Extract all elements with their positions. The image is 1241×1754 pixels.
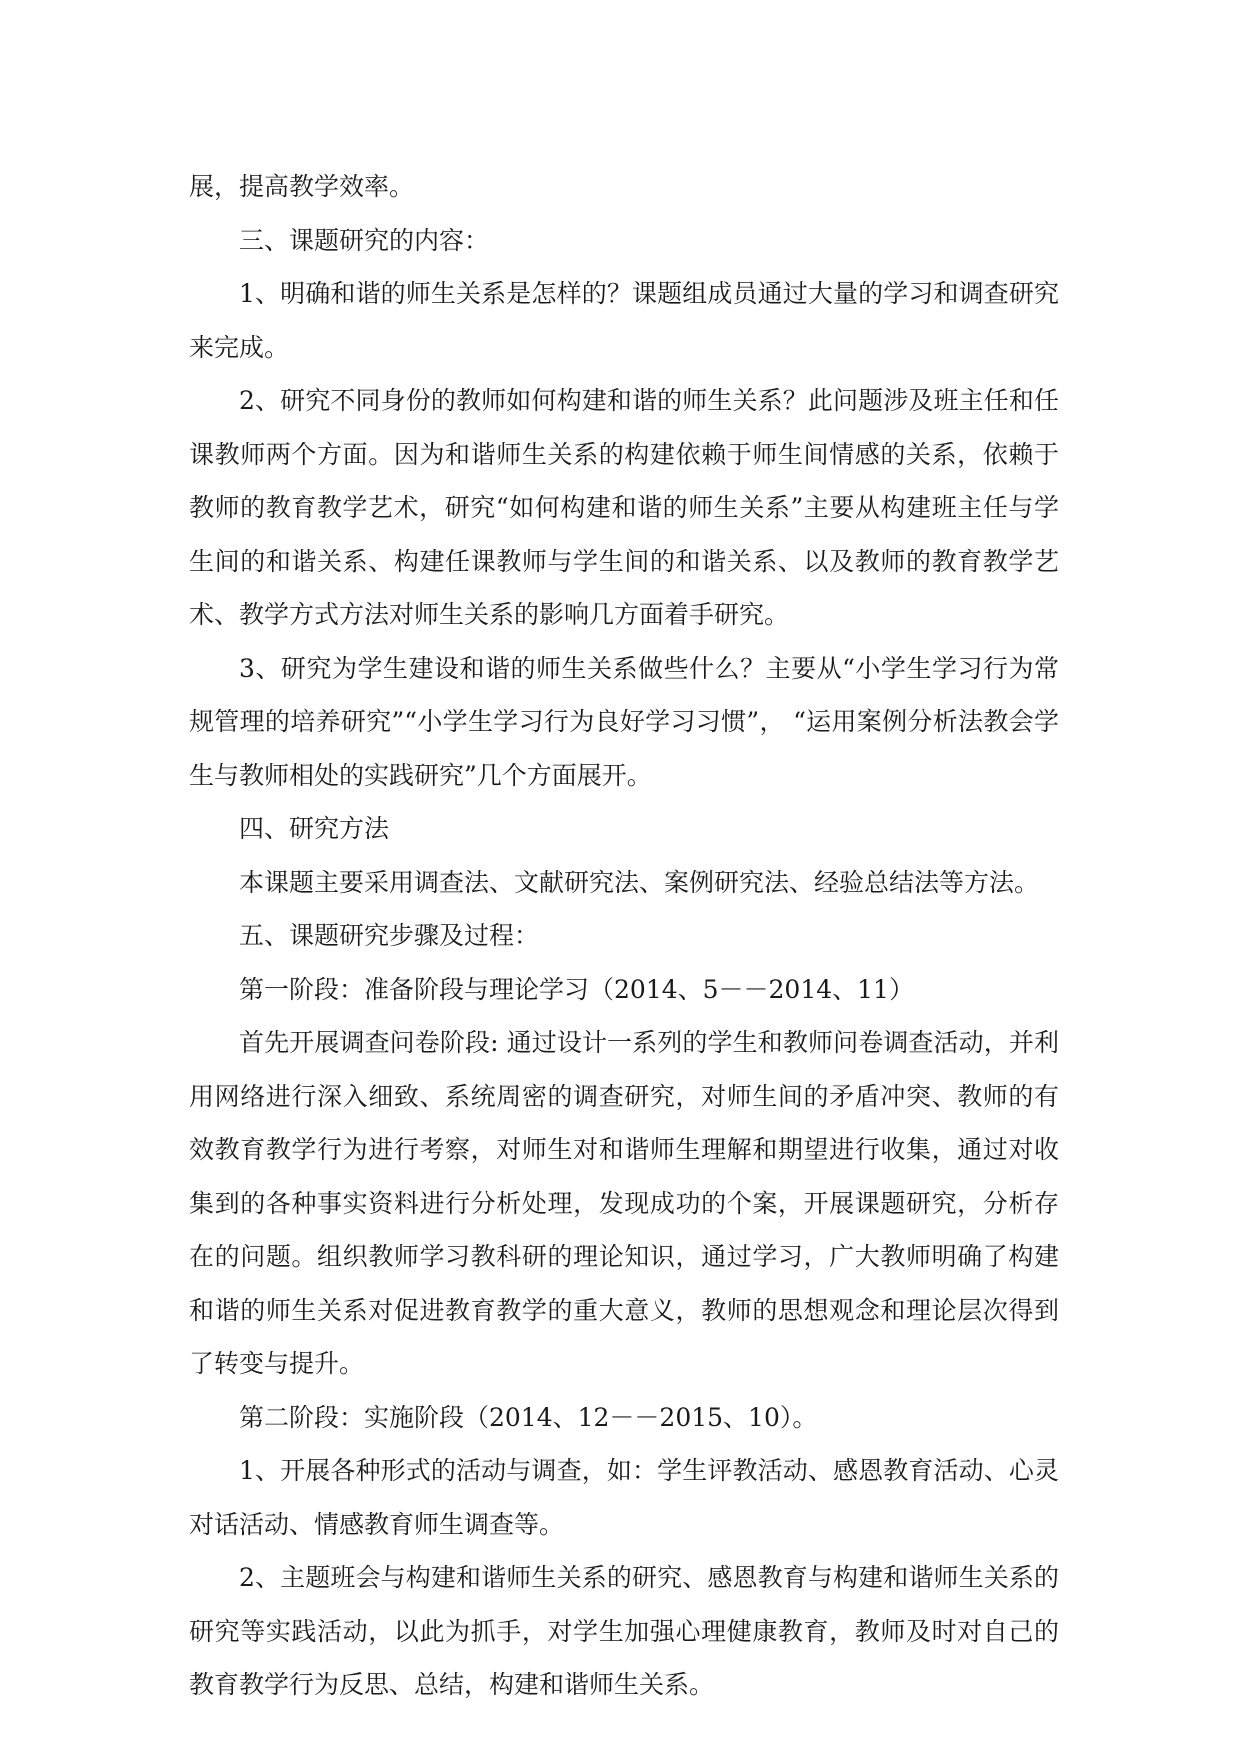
section-heading-research-steps: 五、课题研究步骤及过程： xyxy=(239,921,540,950)
paragraph-stage-two-item-1: 1、开展各种形式的活动与调查，如：学生评教活动、感恩教育活动、心灵对话活动、情感教育师生调查等。 xyxy=(189,1456,1059,1539)
paragraph-item-3: 3、研究为学生建设和谐的师生关系做些什么？主要从“小学生学习行为常规管理的培养研究”“小学生学习行为良好学习习惯”， “运用案例分析法教会学生与教师相处的实践研究”几个方面展开。 xyxy=(189,653,1059,790)
paragraph-item-2: 2、研究不同身份的教师如何构建和谐的师生关系？此问题涉及班主任和任课教师两个方面。因为和谐师生关系的构建依赖于师生间情感的关系，依赖于教师的教育教学艺术，研究“如何构建和谐的师生关系”主要从构建班主任与学生间的和谐关系、构建任课教师与学生间的和谐关系、以及教师的教育教学艺术、教学方式方法对师生关系的影响几方面着手研究。 xyxy=(189,386,1059,629)
stage-one-heading: 第一阶段：准备阶段与理论学习（2014、5－－2014、11） xyxy=(239,974,914,1004)
paragraph-method: 本课题主要采用调查法、文献研究法、案例研究法、经验总结法等方法。 xyxy=(239,867,1040,897)
paragraph-stage-one: 首先开展调查问卷阶段: 通过设计一系列的学生和教师问卷调查活动，并利用网络进行深入细致、系统周密的调查研究，对师生间的矛盾冲突、教师的有效教育教学行为进行考察，对师生对和谐师生理解和期望进行收集，通过对收集到的各种事实资料进行分析处理，发现成功的个案，开展课题研究，分析存在的问题。组织教师学习教科研的理论知识，通过学习，广大教师明确了构建和谐的师生关系对促进教育教学的重大意义，教师的思想观念和理论层次得到了转变与提升。 xyxy=(189,1028,1059,1378)
paragraph-stage-two-item-2: 2、主题班会与构建和谐师生关系的研究、感恩教育与构建和谐师生关系的研究等实践活动，以此为抓手，对学生加强心理健康教育，教师及时对自己的教育教学行为反思、总结，构建和谐师生关系。 xyxy=(189,1563,1059,1699)
paragraph-continuation: 展，提高教学效率。 xyxy=(189,172,415,201)
section-heading-research-method: 四、研究方法 xyxy=(239,814,390,843)
stage-two-heading: 第二阶段：实施阶段（2014、12－－2015、10）。 xyxy=(239,1402,818,1432)
section-heading-research-content: 三、课题研究的内容： xyxy=(239,225,490,255)
paragraph-item-1: 1、明确和谐的师生关系是怎样的？课题组成员通过大量的学习和调查研究来完成。 xyxy=(189,279,1059,362)
document-body xyxy=(189,160,1059,1712)
